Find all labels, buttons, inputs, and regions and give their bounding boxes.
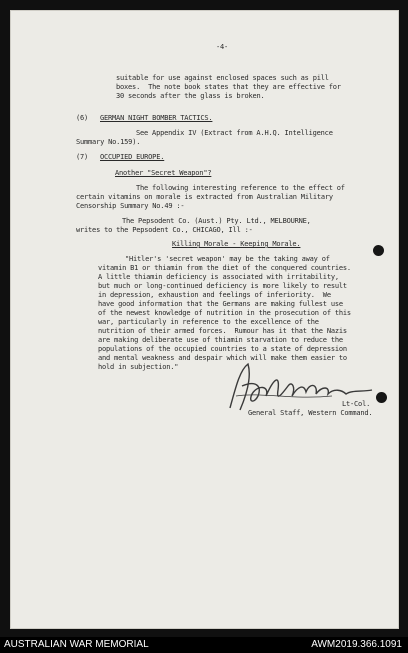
signature-title: General Staff, Western Command. <box>248 409 373 417</box>
section-heading: GERMAN NIGHT BOMBER TACTICS. <box>100 114 213 122</box>
text-line: certain vitamins on morale is extracted from Australian Military <box>76 193 333 201</box>
text-line: See Appendix IV (Extract from A.H.Q. Intelligence <box>136 129 333 137</box>
section-number: (7) <box>76 153 89 161</box>
signature-rank: Lt-Col. <box>342 400 371 408</box>
footer-accession-number: AWM2019.366.1091 <box>311 639 402 650</box>
quote-line: vitamin B1 or thiamin from the diet of the conquered countries. <box>98 264 351 272</box>
text-line: Censorship Summary No.49 :- <box>76 202 185 210</box>
quote-line: A little thiamin deficiency is associated with irritability, <box>98 273 339 281</box>
section-heading: OCCUPIED EUROPE. <box>100 153 165 161</box>
page-number: -4- <box>216 43 229 51</box>
text-line: suitable for use against enclosed spaces such as pill <box>116 74 329 82</box>
quote-line: war, particularly in reference to the excellence of the <box>98 318 319 326</box>
text-line: The following interesting reference to the effect of <box>136 184 345 192</box>
text-line: writes to the Pepsodent Co., CHICAGO, Ill :- <box>76 226 253 234</box>
quote-line: of the newest knowledge of nutrition in the prosecution of this <box>98 309 351 317</box>
quote-line: but much or long-continued deficiency is more likely to result <box>98 282 347 290</box>
punch-hole-top <box>373 245 384 256</box>
footer-source: AUSTRALIAN WAR MEMORIAL <box>4 639 149 650</box>
quote-line: in depression, exhaustion and feelings of inferiority. We <box>98 291 331 299</box>
quote-line: hold in subjection." <box>98 363 179 371</box>
text-line: Summary No.159). <box>76 138 141 146</box>
section-number: (6) <box>76 114 89 122</box>
quote-line: populations of the occupied countries to a state of depression <box>98 345 347 353</box>
quote-line: and mental weakness and despair which will make them easier to <box>98 354 347 362</box>
text-line: 30 seconds after the glass is broken. <box>116 92 265 100</box>
quote-line: have good information that the Germans are making fullest use <box>98 300 343 308</box>
quote-line: nutrition of their armed forces. Rumour has it that the Nazis <box>98 327 347 335</box>
quote-title: Killing Morale - Keeping Morale. <box>172 240 301 248</box>
text-line: The Pepsodent Co. (Aust.) Pty. Ltd., MELBOURNE, <box>122 217 311 225</box>
text-line: boxes. The note book states that they are effective for <box>116 83 341 91</box>
quote-line: are making deliberate use of thiamin starvation to reduce the <box>98 336 343 344</box>
section-subheading: Another "Secret Weapon"? <box>115 169 212 177</box>
quote-line: "Hitler's 'secret weapon' may be the taking away of <box>125 255 330 263</box>
footer-bar <box>0 637 408 653</box>
